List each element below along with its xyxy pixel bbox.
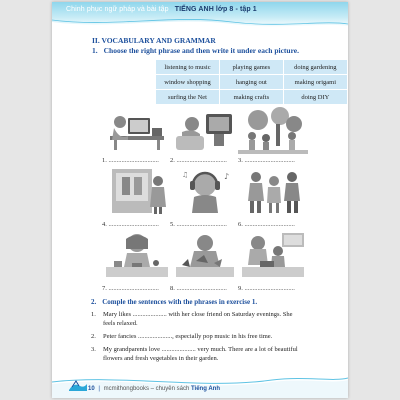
header-series: Chinh phục ngữ pháp và bài tập [66,6,169,13]
page-number: 10 [88,386,95,392]
exercise-1-text: Choose the right phrase and then write it under each picture. [103,46,299,55]
exercise-2-text: Comple the sentences with the phrases in exercise 1. [102,298,258,306]
phrase-cell: doing gardening [283,60,347,75]
phrase-cell: surfing the Net [156,90,220,105]
phrase-table [155,59,348,105]
exercise-1-number: 1. [92,46,98,55]
footer-divider: | [96,386,102,392]
section-heading: II. VOCABULARY AND GRAMMAR [92,36,216,45]
answer-line-3: 3. ............................... [238,157,295,164]
answer-line-4: 4. ............................... [102,221,159,228]
answer-line-6: 6. ............................... [238,221,295,228]
answer-line-9: 9. ............................... [238,285,295,292]
header-wave-decoration [52,16,348,32]
phrase-row [156,60,348,75]
phrase-cell: hanging out [220,75,284,90]
sentence-text: My grandparents love ..................... very much. There are a lot of beautiful flowers and fresh vegetables in their garden. [103,346,298,362]
exercise-2-instruction [91,298,257,306]
family-gardening-icon [238,106,308,154]
phrase-cell: making crafts [220,90,284,105]
footer-dash: – [148,386,156,392]
svg-text:♪: ♪ [224,172,230,181]
mother-daughter-diy-icon [238,231,308,279]
page-footer [88,386,220,392]
boy-using-laptop-icon [102,106,172,154]
exercise-2-number: 2. [91,298,97,306]
answer-line-1: 1. ............................... [102,157,159,164]
answer-line-8: 8. ............................... [170,285,227,292]
workbook-page [52,2,348,398]
phrase-cell: doing DIY [283,90,347,105]
phrase-cell: playing games [220,60,284,75]
sentence-number: 3. [91,346,96,353]
header-book-title: TIẾNG ANH lớp 8 - tập 1 [174,6,257,13]
running-header [66,6,257,13]
sentence-text: Peter fancies ....................., especially pop music in his free time. [103,333,273,340]
woman-window-shopping-icon [102,167,172,215]
phrase-row [156,90,348,105]
sentence-number: 2. [91,333,96,340]
answer-line-2: 2. ............................... [170,157,227,164]
exercise-1-instruction [92,46,299,55]
phrase-cell: listening to music [156,60,220,75]
boy-headphones-icon [170,167,240,215]
sentence-text: Mary likes ..................... with her close friend on Saturday evenings. She feels relaxed. [103,311,293,327]
phrase-row [156,75,348,90]
header-separator [171,6,173,13]
phrase-cell: making origami [283,75,347,90]
svg-text:♫: ♫ [182,171,189,179]
footer-tagline: chuyên sách [155,386,190,392]
friends-hanging-out-icon [238,167,308,215]
footer-subject: Tiếng Anh [191,386,220,392]
girl-making-crafts-icon [102,231,172,279]
sentence-item-1 [91,310,306,328]
footer-site: mcmithongbooks [103,386,149,392]
answer-line-7: 7. ............................... [102,285,159,292]
sentence-item-2 [91,332,306,341]
boy-watching-tv-icon [170,106,240,154]
answer-line-5: 5. ............................... [170,221,227,228]
sentence-item-3 [91,345,306,363]
phrase-cell: window shopping [156,75,220,90]
boy-folding-origami-icon [170,231,240,279]
publisher-logo-icon [68,378,88,392]
sentence-number: 1. [91,311,96,318]
